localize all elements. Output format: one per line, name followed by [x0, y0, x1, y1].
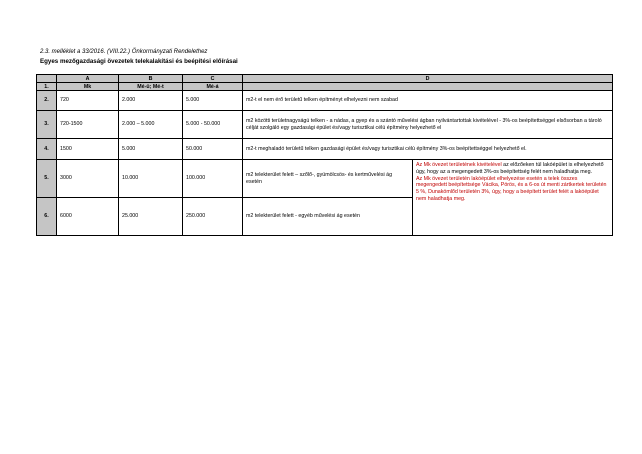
cell-mk: 720 [57, 91, 119, 111]
note-main-text: az előzőeken túl lakóépület is elhelyezhető úgy, hogy az a megengedett 3%-os beépítettség felét nem haladhatja meg. [416, 162, 604, 175]
table-row [37, 111, 613, 139]
row-number: 2. [37, 91, 57, 111]
cell-mk: 6000 [57, 198, 119, 236]
row-number: 3. [37, 111, 57, 139]
cell-me-a: 100.000 [183, 160, 243, 198]
cell-me-a: 50.000 [183, 139, 243, 160]
column-letter-b: B [119, 75, 183, 83]
row-number: 6. [37, 198, 57, 236]
cell-mk: 3000 [57, 160, 119, 198]
note-exception-text: Az Mk övezet területének kivételével [416, 162, 502, 168]
row-number: 4. [37, 139, 57, 160]
cell-description: m2 telekterület felett - egyéb művelési ág esetén [243, 198, 413, 236]
cell-mk: 720-1500 [57, 111, 119, 139]
column-letter-c: C [183, 75, 243, 83]
lakoepulet-note-cell [413, 160, 613, 236]
cell-description: m2 közötti területnagyságú telken - a nádas, a gyep és a szántó művelési ágban nyilvántartottak kivételével - 3%-os beépítettséggel elsősorban a tároló célját szolgáló egy gazdasági épület és/vagy turisztikai célú építmény helyezhető el [243, 111, 613, 139]
cell-me-u-me-t: 2.000 – 5.000 [119, 111, 183, 139]
cell-me-u-me-t: 5.000 [119, 139, 183, 160]
regulation-table [36, 74, 613, 236]
cell-me-a: 5.000 - 50.000 [183, 111, 243, 139]
cell-me-u-me-t: 2.000 [119, 91, 183, 111]
column-header-row [37, 83, 613, 91]
appendix-reference: 2.3. melléklet a 33/2016. (VIII.22.) Önkormányzati Rendelethez [40, 49, 208, 55]
table-row [37, 160, 613, 198]
cell-description: m2-t meghaladó területű telken gazdasági épület és/vagy turisztikai célú építmény 3%-os beépítettséggel helyezhető el. [243, 139, 613, 160]
header-d-empty [243, 83, 613, 91]
cell-description: m2 telekterület felett – szőlő-, gyümölcsös- és kertművelési ág esetén [243, 160, 413, 198]
cell-me-a: 5.000 [183, 91, 243, 111]
table-row [37, 139, 613, 160]
cell-me-a: 250.000 [183, 198, 243, 236]
cell-description: m2-t el nem érő területű telken építményt elhelyezni nem szabad [243, 91, 613, 111]
note-paragraph-1 [416, 162, 609, 176]
header-me-a: Mé-á [183, 83, 243, 91]
column-letter-d: D [243, 75, 613, 83]
row-number: 5. [37, 160, 57, 198]
document-subtitle: Egyes mezőgazdasági övezetek telekalakítási és beépítési előírásai [40, 58, 238, 65]
header-me-u-me-t: Mé-ü; Mé-t [119, 83, 183, 91]
cell-mk: 1500 [57, 139, 119, 160]
table-row [37, 91, 613, 111]
note-paragraph-2: Az Mk övezet területén lakóépület elhelyezése esetén a telek összes megengedett beépítettsége Vácika, Pörös, és a 6-os út menti zártkertek területén 5 %, Dunakömlőd területén 3%, úgy, hogy a beépített terület felét a lakóépület nem haladhatja meg. [416, 175, 607, 202]
column-letter-row [37, 75, 613, 83]
cell-me-u-me-t: 10.000 [119, 160, 183, 198]
column-letter-a: A [57, 75, 119, 83]
cell-me-u-me-t: 25.000 [119, 198, 183, 236]
header-mk: Mk [57, 83, 119, 91]
corner-cell [37, 75, 57, 83]
row-number-header: 1. [37, 83, 57, 91]
